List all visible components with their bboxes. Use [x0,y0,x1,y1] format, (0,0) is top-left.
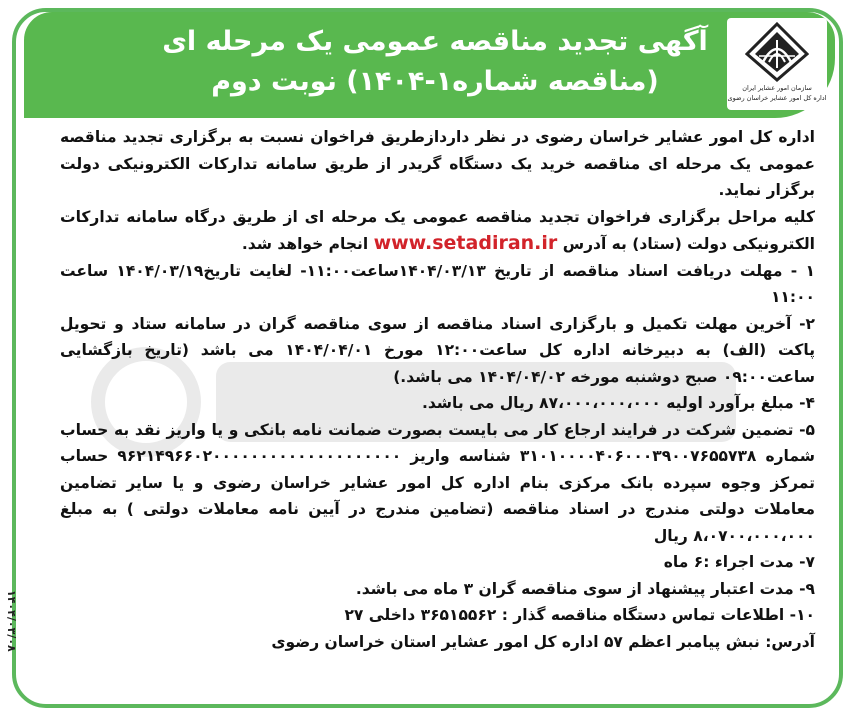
item-2: ۲- آخرین مهلت تکمیل و بارگزاری اسناد مناقصه از سوی مناقصه گران در سامانه ستاد و تحویل پاکت (الف) به دبیرخانه اداره کل ساعت۱۲:۰۰ مورخ ۱۴۰۴/۰۴/۰۱ می باشد (تاریخ بازگشایی ساعت۰۹:۰۰ صبح دوشنبه مورخه ۱۴۰۴/۰۴/۰۲ می باشد.) [60,314,816,386]
item-7: ۷- مدت اجراء :۶ ماه [663,553,815,571]
logo-caption-1: سازمان امور عشایر ایران [742,84,812,92]
setad-link[interactable]: www.setadiran.ir [373,232,558,254]
title-line-2: (مناقصه شماره۱-۱۴۰۴) نوبت دوم [211,66,659,97]
logo-caption-2: اداره کل امور عشایر خراسان رضوی [727,94,827,102]
tent-logo-icon [745,22,809,82]
ad-frame [12,8,843,708]
intro-paragraph: اداره کل امور عشایر خراسان رضوی در نظر داردازطریق فراخوان نسبت به برگزاری تجدید مناقصه عمومی یک مرحله ای مناقصه خرید یک دستگاه گریدر از طریق سامانه تدارکات الکترونیکی دولت برگزار نماید. [60,128,815,199]
page-title [155,22,715,102]
publish-date: ۱۴۰۴/۰۳/۰۸ [5,590,18,652]
item-4: ۴- مبلغ برآورد اولیه ۸۷،۰۰۰،۰۰۰،۰۰۰ ریال می باشد. [421,394,815,412]
setad-text-after: انجام خواهد شد. [241,235,369,253]
item-9: ۹- مدت اعتبار پیشنهاد از سوی مناقصه گران ۳ ماه می باشد. [355,579,815,598]
ad-body [60,124,815,655]
item-5: ۵- تضمین شرکت در فرایند ارجاع کار می بایست بصورت ضمانت نامه بانکی و یا واریز نقد به حساب شماره ۳۱۰۱۰۰۰۰۴۰۶۰۰۰۳۹۰۰۷۶۵۵۷۳۸ شناسه واریز ۹۶۲۱۴۹۶۶۰۲۰۰۰۰۰۰۰۰۰۰۰۰۰۰۰۰۰۰۰۰ حساب تمرکز وجوه سپرده بانک مرکزی بنام اداره کل امور عشایر خراسان رضوی و یا سایر تضامین معاملات دولتی مندرج در اسناد مناقصه (تضامین مندرج در آیین نامه معاملات دولتی ) به مبلغ ۸،۰۷۰۰،۰۰۰،۰۰۰ ریال [60,420,815,545]
item-10: ۱۰- اطلاعات تماس دستگاه مناقصه گذار : ۳۶۵۱۵۵۶۲ داخلی ۲۷ [344,606,815,624]
setad-paragraph [60,204,815,258]
header-banner [24,12,835,118]
setad-text-before: کلیه مراحل برگزاری فراخوان تجدید مناقصه عمومی یک مرحله ای از طریق درگاه سامانه تدارکات الکترونیکی دولت (ستاد) به آدرس [60,207,815,253]
item-1: ۱ - مهلت دریافت اسناد مناقصه از تاریخ ۱۴۰۴/۰۳/۱۳ساعت۱۱:۰۰- لغایت تاریخ۱۴۰۴/۰۳/۱۹ ساعت ۱۱:۰۰ [60,261,815,306]
title-line-1: آگهی تجدید مناقصه عمومی یک مرحله ای [162,26,708,57]
organization-logo [727,18,827,110]
address: آدرس: نبش پیامبر اعظم ۵۷ اداره کل امور عشایر استان خراسان رضوی [271,632,815,651]
